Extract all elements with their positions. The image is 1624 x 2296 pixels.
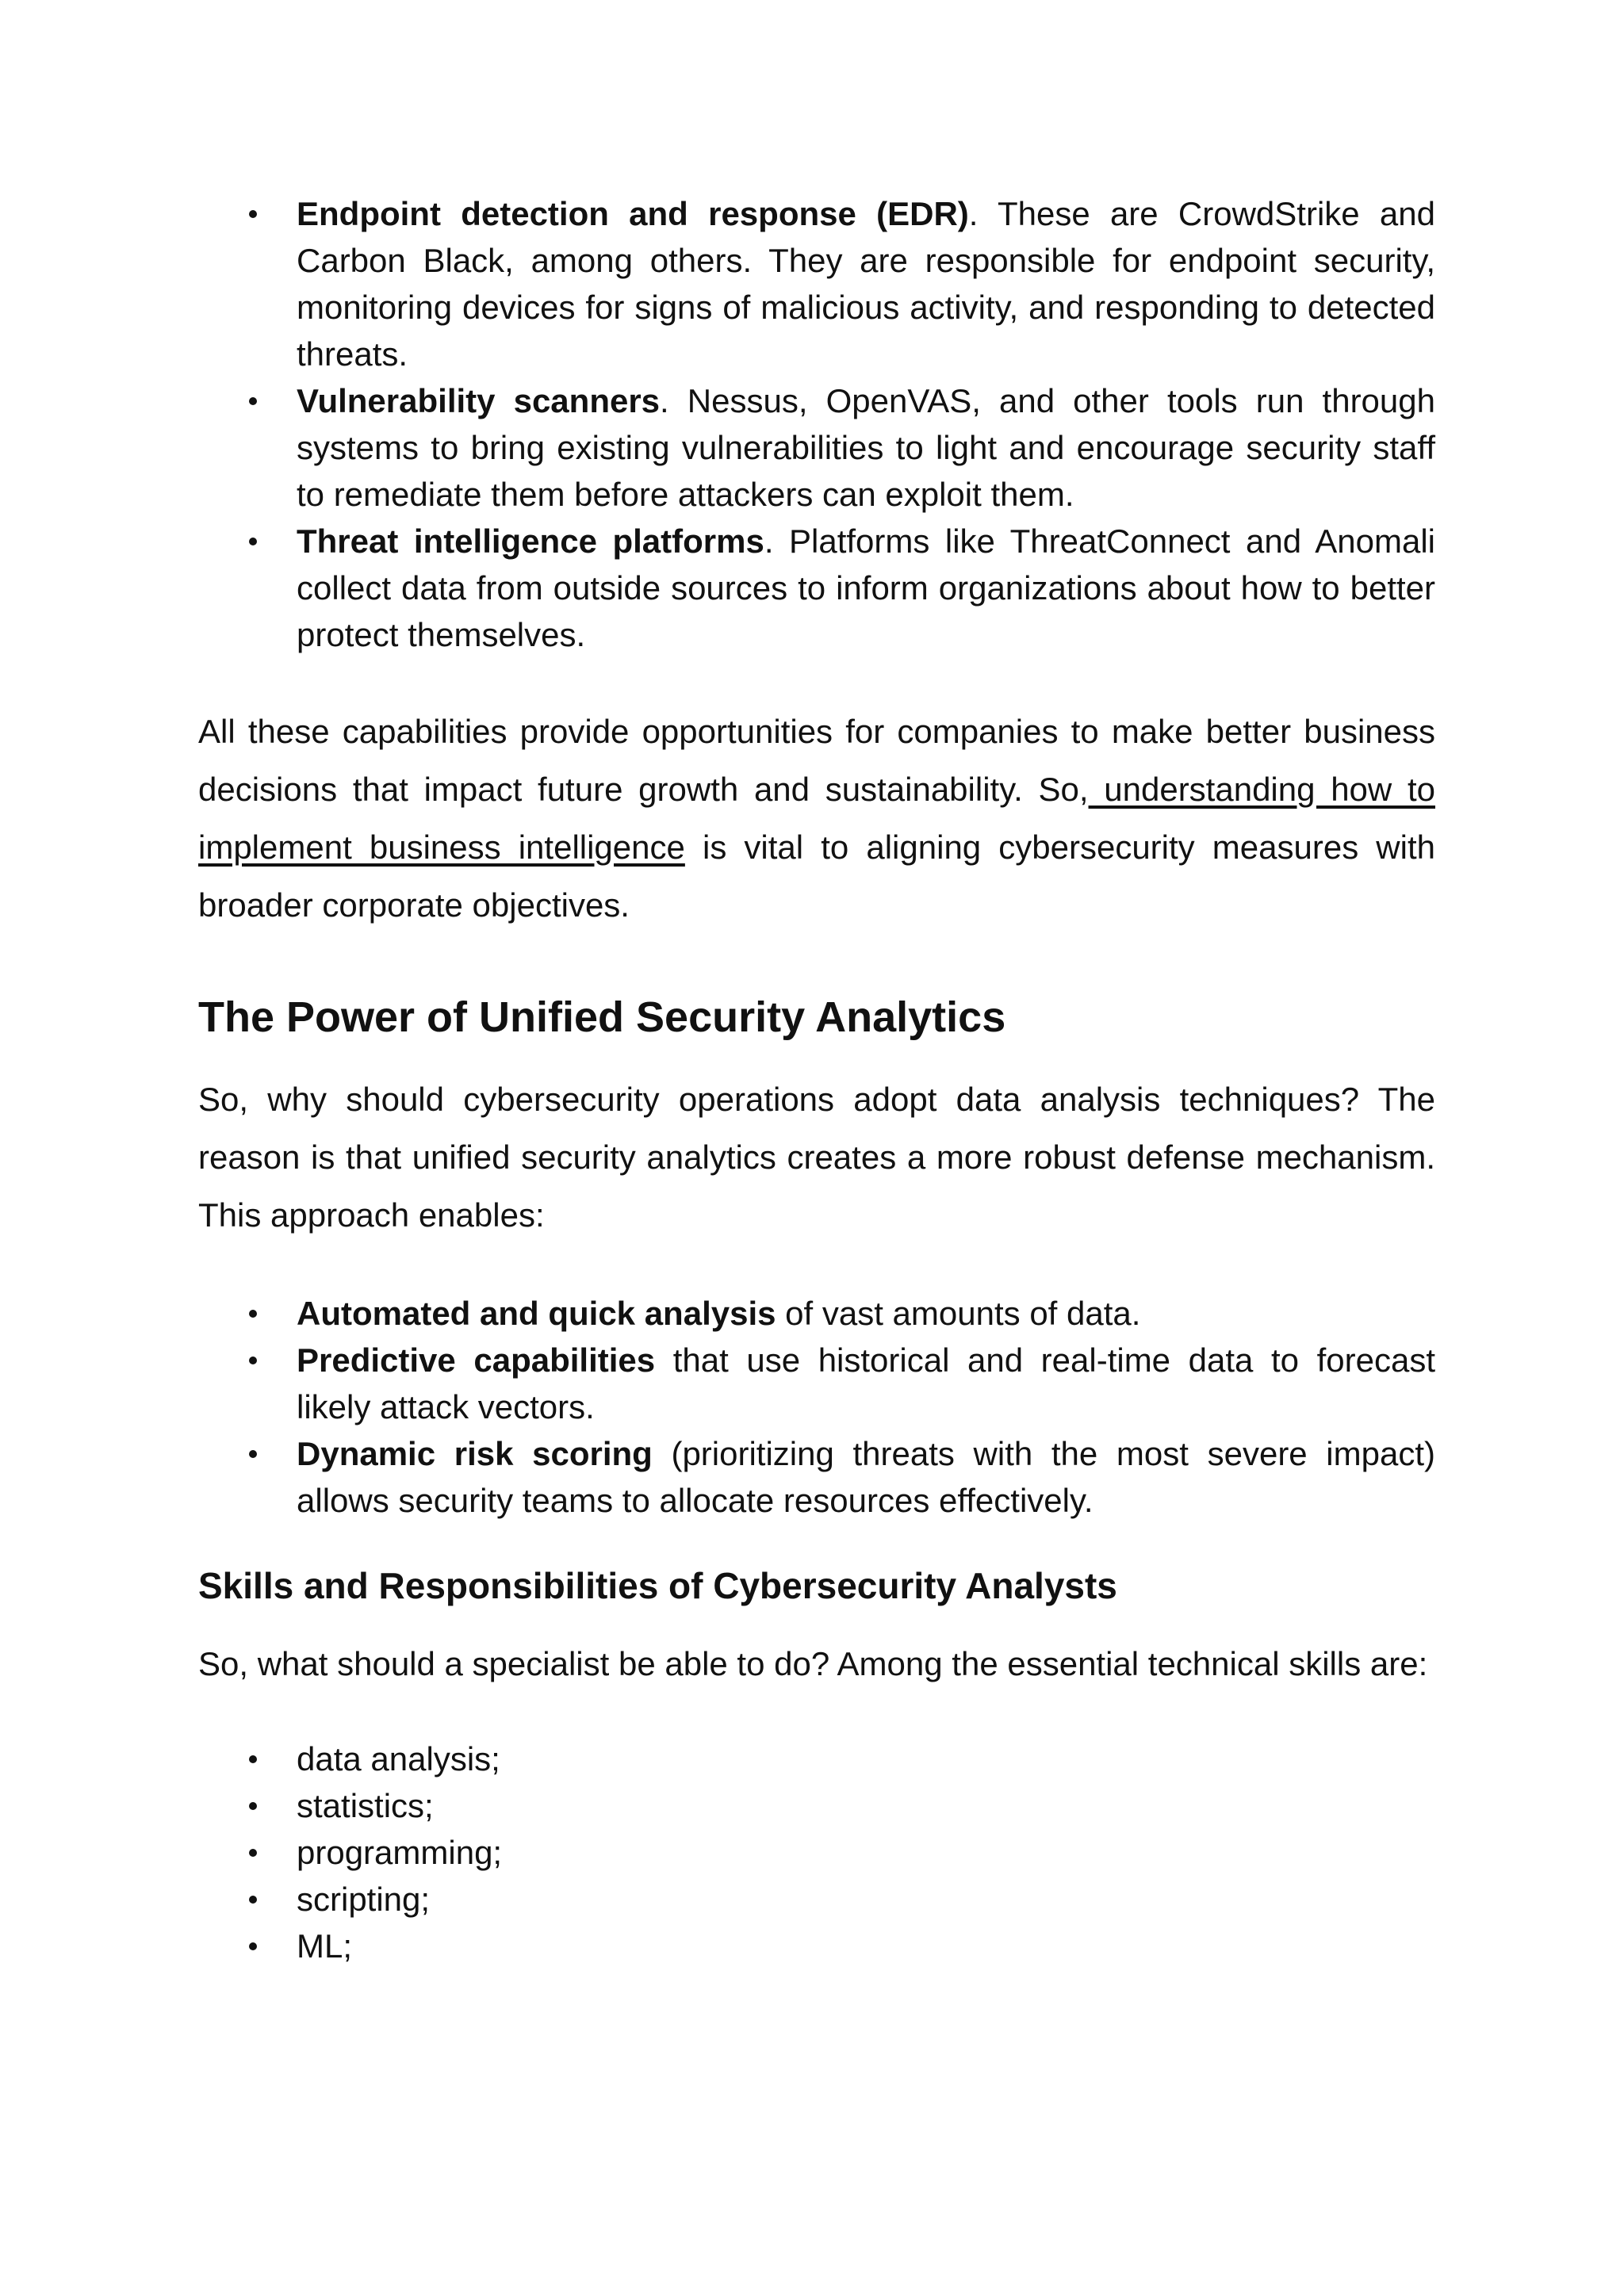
skills-paragraph: So, what should a specialist be able to do? Among the essential technical skills are: — [198, 1645, 1428, 1682]
list-item-bold: Vulnerability scanners — [297, 382, 661, 419]
list-item: programming; — [198, 1829, 1435, 1876]
business-intelligence-link[interactable]: understanding how to implement business intelligence — [198, 771, 1435, 866]
benefits-list — [198, 1290, 1435, 1524]
document-page — [198, 190, 1435, 1969]
list-item-text: that use historical and real-time data to forecast likely attack vectors. — [297, 1341, 1435, 1425]
skills-list — [198, 1735, 1435, 1969]
list-item — [198, 377, 1435, 518]
list-item-bold: Threat intelligence platforms — [297, 522, 764, 560]
list-item — [198, 190, 1435, 377]
subsection-heading: Skills and Responsibilities of Cybersecurity Analysts — [198, 1565, 1117, 1606]
list-item: statistics; — [198, 1782, 1435, 1829]
list-item-text: of vast amounts of data. — [776, 1295, 1141, 1332]
list-item: ML; — [198, 1923, 1435, 1969]
list-item-text: . These are CrowdStrike and Carbon Black, among others. They are responsible for endpoint security, monitoring devices for signs of malicious activity, and responding to detected threats. — [297, 195, 1435, 373]
list-item-text: . Platforms like ThreatConnect and Anomali collect data from outside sources to inform organizations about how to better protect themselves. — [297, 522, 1435, 653]
paragraph-text: is vital to aligning cybersecurity measures with broader corporate objectives. — [198, 828, 1435, 924]
list-item: scripting; — [198, 1876, 1435, 1923]
list-item-bold: Automated and quick analysis — [297, 1295, 776, 1332]
list-item — [198, 1337, 1435, 1430]
section-heading: The Power of Unified Security Analytics — [198, 993, 1006, 1041]
list-item — [198, 1430, 1435, 1524]
capabilities-paragraph — [198, 702, 1435, 934]
list-item-text: . Nessus, OpenVAS, and other tools run through systems to bring existing vulnerabilities to light and encourage security staff to remediate them before attackers can exploit them. — [297, 382, 1435, 513]
list-item-bold: Predictive capabilities — [297, 1341, 656, 1379]
list-item-bold: Dynamic risk scoring — [297, 1435, 653, 1472]
list-item: data analysis; — [198, 1735, 1435, 1782]
tools-list — [198, 190, 1435, 658]
paragraph-text: All these capabilities provide opportunities for companies to make better business decisions that impact future growth and sustainability. So, — [198, 713, 1435, 808]
analytics-paragraph: So, why should cybersecurity operations adopt data analysis techniques? The reason is that unified security analytics creates a more robust defense mechanism. This approach enables: — [198, 1081, 1435, 1234]
list-item-bold: Endpoint detection and response (EDR) — [297, 195, 969, 232]
list-item — [198, 1290, 1435, 1337]
list-item-text: (prioritizing threats with the most severe impact) allows security teams to allocate resources effectively. — [297, 1435, 1435, 1519]
list-item — [198, 518, 1435, 658]
